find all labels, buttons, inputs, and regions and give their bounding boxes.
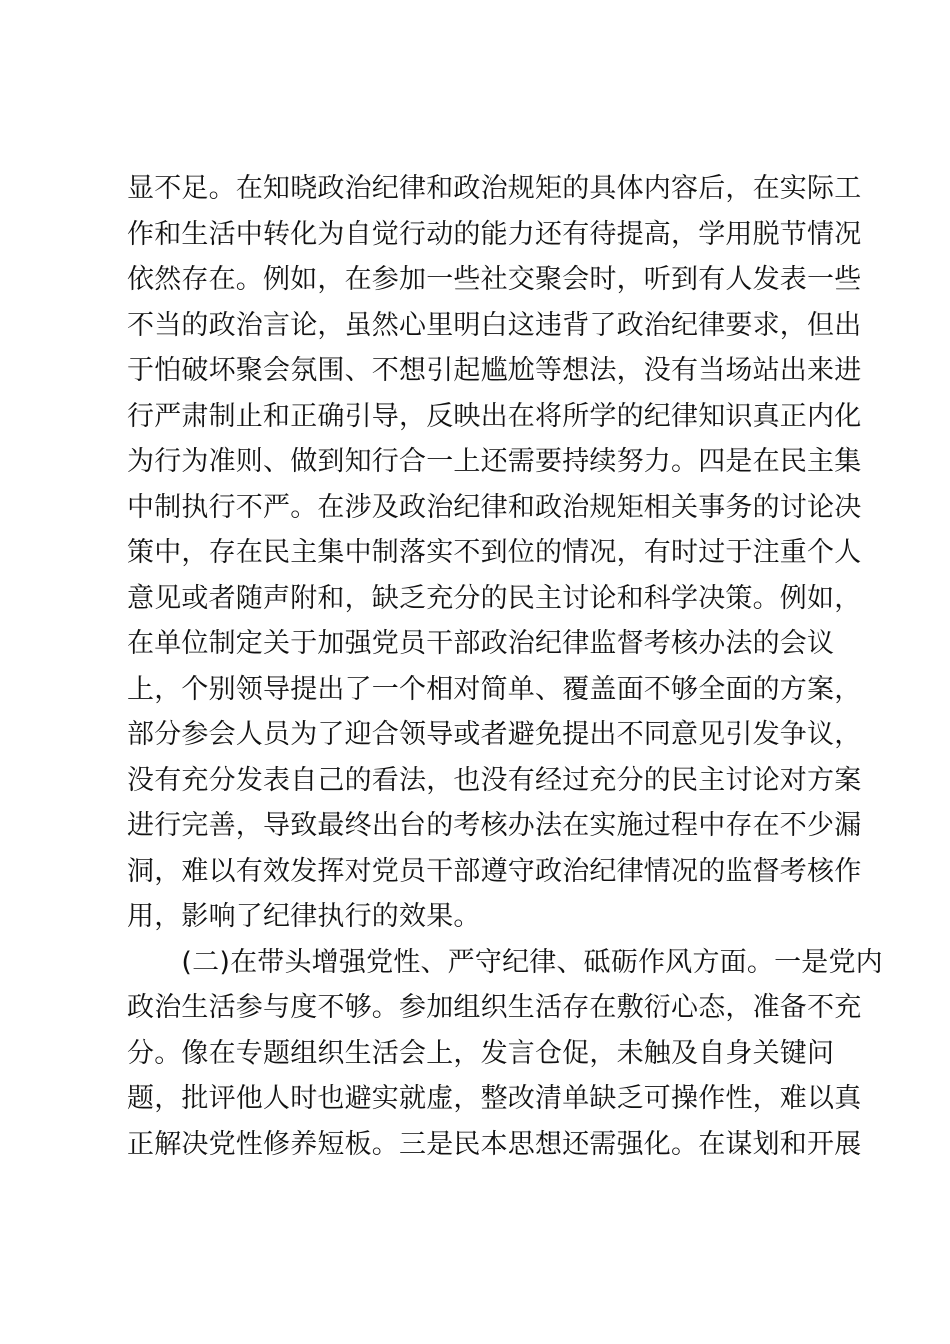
text-line-8: 中制执行不严。在涉及政治纪律和政治规矩相关事务的讨论决 xyxy=(127,491,862,523)
text-line-5: 于怕破坏聚会氛围、不想引起尴尬等想法，没有当场站出来进 xyxy=(127,355,862,386)
text-line-1: 显不足。在知晓政治纪律和政治规矩的具体内容后，在实际工 xyxy=(127,173,862,204)
text-line-22: 正解决党性修养短板。三是民本思想还需强化。在谋划和开展 xyxy=(127,1128,862,1160)
text-line-13: 部分参会人员为了迎合领导或者避免提出不同意见引发争议， xyxy=(127,719,862,750)
text-line-4: 不当的政治言论，虽然心里明白这违背了政治纪律要求，但出 xyxy=(127,309,862,341)
text-line-20: 分。像在专题组织生活会上，发言仓促，未触及自身关键问 xyxy=(127,1037,835,1069)
text-line-17: 用，影响了纪律执行的效果。 xyxy=(127,901,481,932)
text-line-12: 上，个别领导提出了一个相对简单、覆盖面不够全面的方案， xyxy=(127,673,862,705)
text-line-7: 为行为准则、做到知行合一上还需要持续努力。四是在民主集 xyxy=(127,446,862,477)
text-line-14: 没有充分发表自己的看法，也没有经过充分的民主讨论对方案 xyxy=(127,764,862,796)
text-line-19: 政治生活参与度不够。参加组织生活存在敷衍心态，准备不充 xyxy=(127,992,862,1023)
text-line-21: 题，批评他人时也避实就虚，整改清单缺乏可操作性，难以真 xyxy=(127,1083,862,1114)
text-line-2: 作和生活中转化为自觉行动的能力还有待提高，学用脱节情况 xyxy=(127,218,862,250)
body-text xyxy=(127,166,883,1167)
text-line-10: 意见或者随声附和，缺乏充分的民主讨论和科学决策。例如， xyxy=(127,582,862,614)
section-heading-line: (二)在带头增强党性、严守纪律、砥砺作风方面。一是党内 xyxy=(127,946,883,978)
text-line-16: 洞，难以有效发挥对党员干部遵守政治纪律情况的监督考核作 xyxy=(127,855,862,887)
text-line-15: 进行完善，导致最终出台的考核办法在实施过程中存在不少漏 xyxy=(127,810,862,841)
text-line-6: 行严肃制止和正确引导，反映出在将所学的纪律知识真正内化 xyxy=(127,400,862,432)
text-line-9: 策中，存在民主集中制落实不到位的情况，有时过于注重个人 xyxy=(127,537,862,568)
text-line-3: 依然存在。例如，在参加一些社交聚会时，听到有人发表一些 xyxy=(127,264,862,295)
text-line-11: 在单位制定关于加强党员干部政治纪律监督考核办法的会议 xyxy=(127,628,835,659)
